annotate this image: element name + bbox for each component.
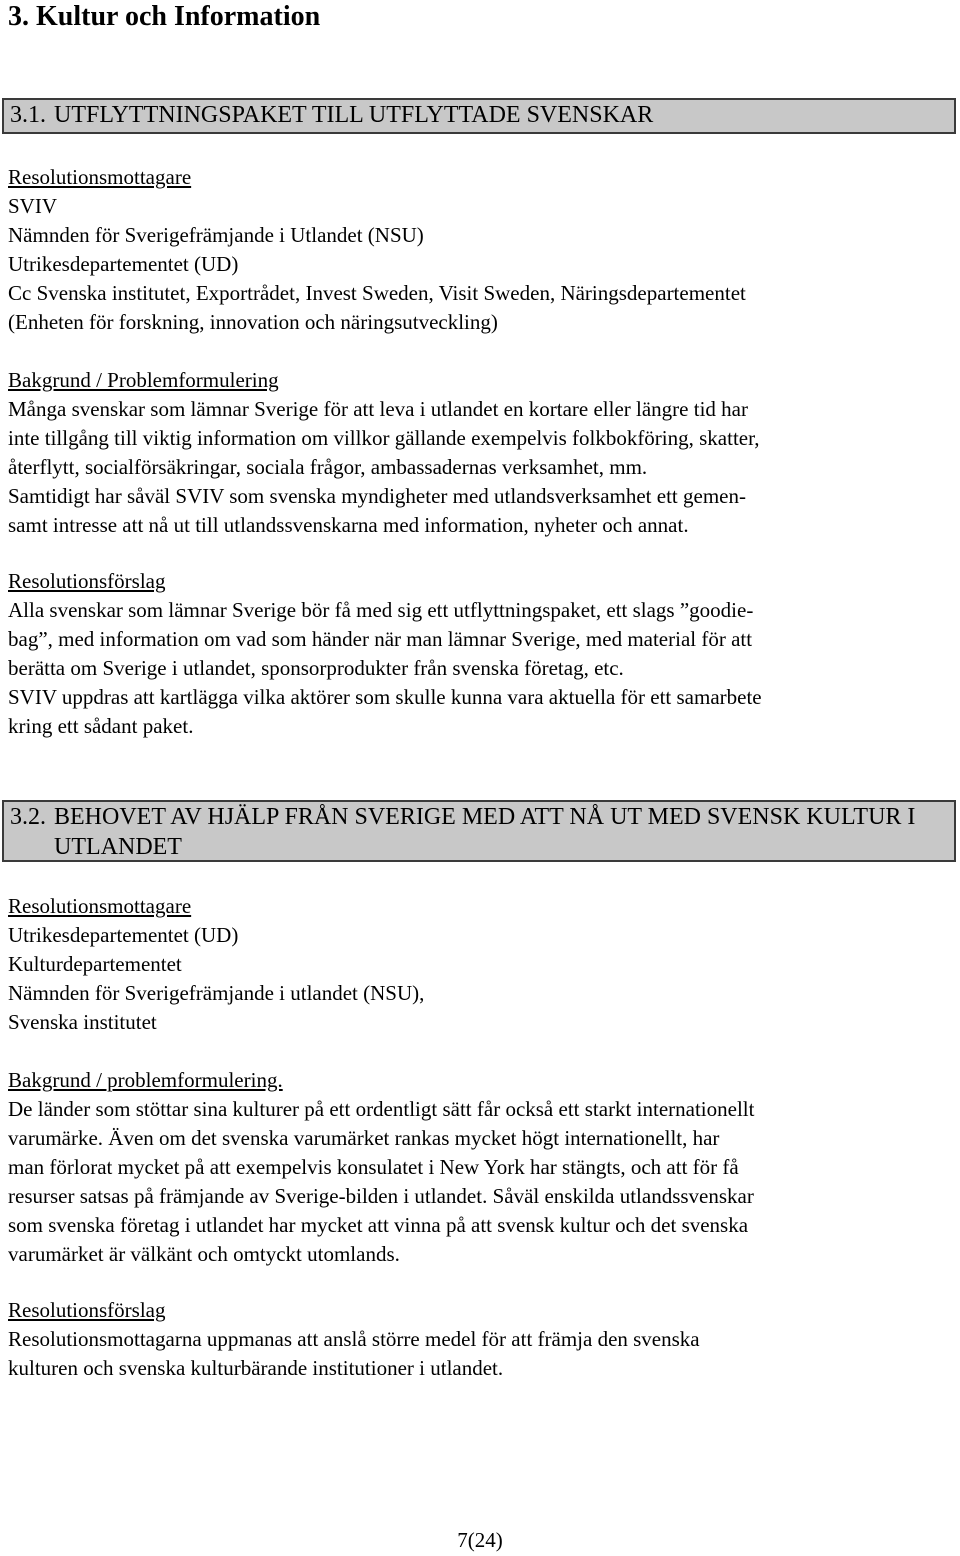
background-line: man förlorat mycket på att exempelvis konsulatet i New York har stängts, och att för få: [8, 1155, 739, 1179]
recipient-line: (Enheten för forskning, innovation och näringsutveckling): [8, 310, 498, 334]
section-3-2-recipients: [8, 892, 952, 1037]
proposal-line: Alla svenskar som lämnar Sverige bör få med sig ett utflyttningspaket, ett slags ”goodie-: [8, 598, 754, 622]
proposal-line: bag”, med information om vad som händer när man lämnar Sverige, med material för att: [8, 627, 753, 651]
section-3-2-background: [8, 1066, 952, 1269]
section-title: UTFLYTTNINGSPAKET TILL UTFLYTTADE SVENSKAR: [54, 102, 654, 128]
recipient-line: Utrikesdepartementet (UD): [8, 923, 239, 947]
recipient-line: Utrikesdepartementet (UD): [8, 252, 239, 276]
background-line: återflytt, socialförsäkringar, sociala frågor, ambassadernas verksamhet, mm.: [8, 455, 648, 479]
background-line: samt intresse att nå ut till utlandssvenskarna med information, nyheter och annat.: [8, 513, 689, 537]
recipients-heading: Resolutionsmottagare: [8, 165, 192, 189]
page-title: 3. Kultur och Information: [8, 1, 321, 32]
background-line: som svenska företag i utlandet har mycket att vinna på att svensk kultur och det svenska: [8, 1213, 749, 1237]
background-line: inte tillgång till viktig information om villkor gällande exempelvis folkbokföring, skatter,: [8, 426, 760, 450]
recipient-line: Nämnden för Sverigefrämjande i utlandet (NSU),: [8, 981, 425, 1005]
proposal-line: berätta om Sverige i utlandet, sponsorprodukter från svenska företag, etc.: [8, 656, 624, 680]
recipient-line: Kulturdepartementet: [8, 952, 182, 976]
section-3-1-recipients: [8, 163, 952, 337]
proposal-heading: Resolutionsförslag: [8, 1298, 166, 1322]
proposal-line: Resolutionsmottagarna uppmanas att anslå större medel för att främja den svenska: [8, 1327, 700, 1351]
recipient-line: Svenska institutet: [8, 1010, 157, 1034]
section-3-1-background: [8, 366, 952, 540]
background-line: resurser satsas på främjande av Sverige-bilden i utlandet. Såväl enskilda utlandssvenskar: [8, 1184, 754, 1208]
recipient-line: SVIV: [8, 194, 58, 218]
background-heading: Bakgrund / Problemformulering: [8, 368, 279, 392]
page-number: 7(24): [457, 1528, 503, 1552]
background-line: varumärke. Även om det svenska varumärket rankas mycket högt internationellt, har: [8, 1126, 720, 1150]
section-3-2-header: [2, 800, 956, 862]
proposal-line: kulturen och svenska kulturbärande institutioner i utlandet.: [8, 1356, 504, 1380]
section-number: 3.2.: [10, 804, 46, 830]
background-line: Samtidigt har såväl SVIV som svenska myndigheter med utlandsverksamhet ett gemen-: [8, 484, 746, 508]
section-3-1-proposal: [8, 567, 952, 741]
proposal-line: kring ett sådant paket.: [8, 714, 194, 738]
recipient-line: Nämnden för Sverigefrämjande i Utlandet (NSU): [8, 223, 424, 247]
background-heading: Bakgrund / problemformulering.: [8, 1068, 283, 1092]
background-line: De länder som stöttar sina kulturer på ett ordentligt sätt får också ett starkt internationellt: [8, 1097, 755, 1121]
recipient-line: Cc Svenska institutet, Exportrådet, Invest Sweden, Visit Sweden, Näringsdepartementet: [8, 281, 746, 305]
background-line: varumärket är välkänt och omtyckt utomlands.: [8, 1242, 400, 1266]
background-line: Många svenskar som lämnar Sverige för att leva i utlandet en kortare eller längre tid har: [8, 397, 748, 421]
section-number: 3.1.: [10, 102, 46, 128]
proposal-heading: Resolutionsförslag: [8, 569, 166, 593]
section-3-2-proposal: [8, 1296, 952, 1383]
section-title: BEHOVET AV HJÄLP FRÅN SVERIGE MED ATT NÅ UT MED SVENSK KULTUR I UTLANDET: [54, 804, 916, 860]
recipients-heading: Resolutionsmottagare: [8, 894, 192, 918]
section-3-1-header: [2, 98, 956, 134]
proposal-line: SVIV uppdras att kartlägga vilka aktörer som skulle kunna vara aktuella för ett samarbete: [8, 685, 762, 709]
